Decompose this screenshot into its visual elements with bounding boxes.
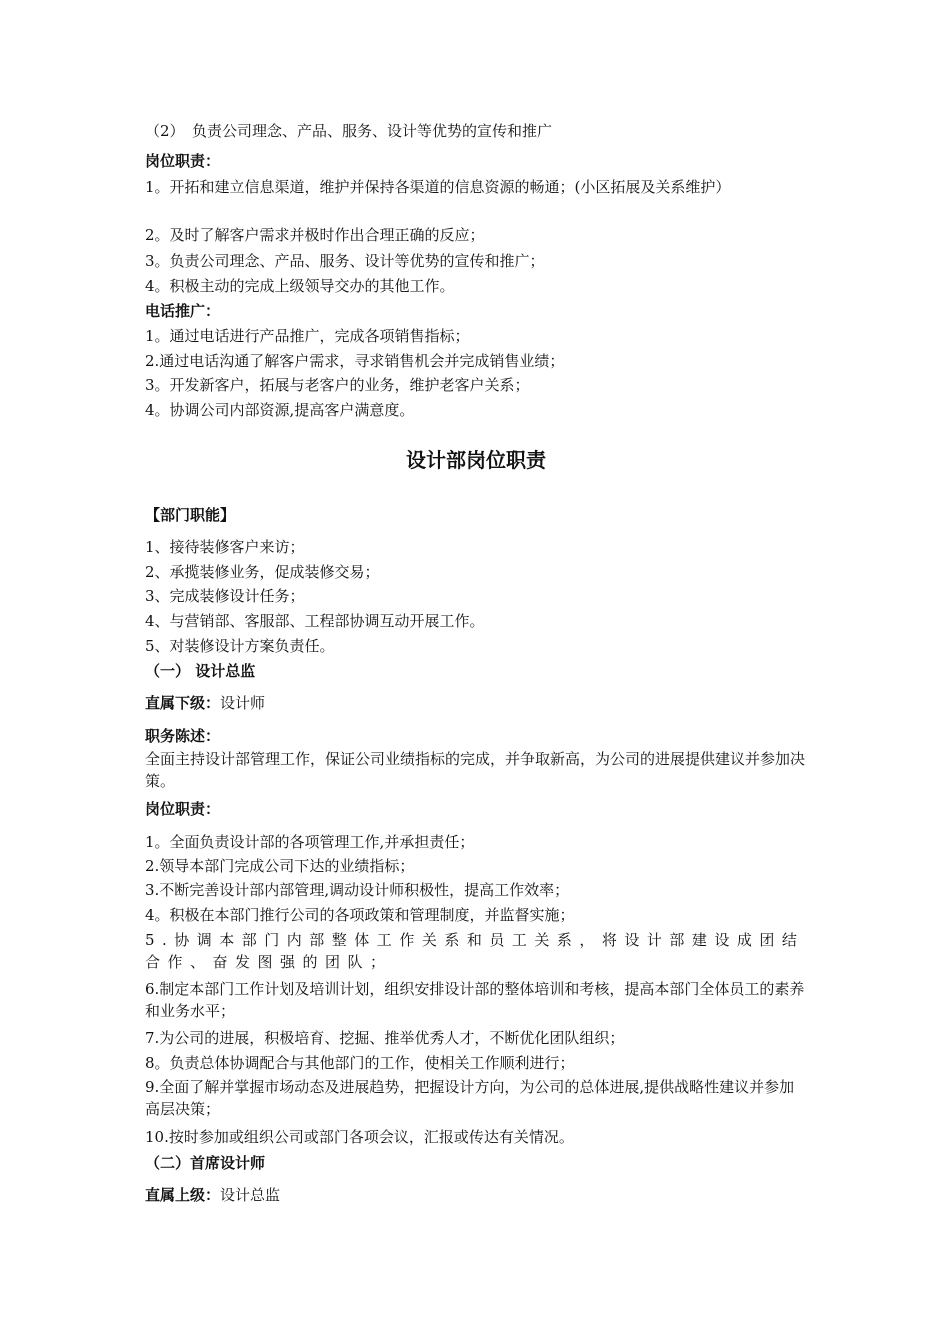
director-duties-heading: 岗位职责：	[145, 800, 221, 818]
job-description: 全面主持设计部管理工作，保证公司业绩指标的完成，并争取新高，为公司的进展提供建议并参加决策。	[145, 750, 806, 790]
duties-heading: 岗位职责：	[145, 152, 221, 170]
phone-item: 3。开发新客户，拓展与老客户的业务，维护老客户关系；	[145, 376, 530, 394]
direct-superior-label: 直属上级：	[145, 1186, 221, 1204]
function-item: 5、对装修设计方案负责任。	[145, 637, 335, 655]
phone-item: 4。协调公司内部资源,提高客户满意度。	[145, 401, 415, 419]
section-title: 设计部岗位职责	[406, 448, 546, 472]
duty-item: 1。开拓和建立信息渠道，维护并保持各渠道的信息资源的畅通；(小区拓展及关系维护）	[145, 178, 731, 196]
director-duty-item: 4。积极在本部门推行公司的各项政策和管理制度，并监督实施；	[145, 906, 575, 924]
director-duty-item: 6.制定本部门工作计划及培训计划，组织安排设计部的整体培训和考核，提高本部门全体员工的素养和业务水平；	[145, 980, 805, 1020]
direct-subordinate-value: 设计师	[220, 694, 266, 712]
director-duty-item: 3.不断完善设计部内部管理,调动设计师积极性，提高工作效率；	[145, 881, 570, 899]
director-duty-item: 1。全面负责设计部的各项管理工作,并承担责任；	[145, 833, 475, 851]
duty-item: 2。及时了解客户需求并极时作出合理正确的反应；	[145, 226, 485, 244]
function-item: 3、完成装修设计任务；	[145, 587, 305, 605]
job-description-heading: 职务陈述：	[145, 727, 221, 745]
director-duty-item: 9.全面了解并掌握市场动态及进展趋势，把握设计方向，为公司的总体进展,提供战略性建议并参加高层决策；	[145, 1078, 795, 1118]
duty-item: 4。积极主动的完成上级领导交办的其他工作。	[145, 277, 455, 295]
director-duty-item: 2.领导本部门完成公司下达的业绩指标；	[145, 857, 415, 875]
phone-heading: 电话推广：	[145, 302, 221, 320]
director-duty-item: 5.协调本部门内部整体工作关系和员工关系，将设计部建设成团结合作、奋发图强的团队；	[145, 931, 805, 971]
director-duty-item: 7.为公司的进展，积极培育、挖掘、推举优秀人才，不断优化团队组织；	[145, 1029, 625, 1047]
direct-superior	[145, 1184, 807, 1206]
direct-subordinate-label: 直属下级：	[145, 694, 221, 712]
director-duty-item: 10.按时参加或组织公司或部门各项会议，汇报或传达有关情况。	[145, 1128, 574, 1146]
chief-designer-heading: （二）首席设计师	[145, 1154, 266, 1172]
direct-superior-value: 设计总监	[220, 1186, 281, 1204]
director-duty-item: 8。负责总体协调配合与其他部门的工作，使相关工作顺利进行；	[145, 1054, 575, 1072]
duty-item: 3。负责公司理念、产品、服务、设计等优势的宣传和推广；	[145, 252, 545, 270]
phone-item: 1。通过电话进行产品推广，完成各项销售指标；	[145, 327, 470, 345]
director-heading: （一） 设计总监	[145, 662, 256, 680]
dept-functions-heading: 【部门职能】	[145, 506, 236, 524]
direct-subordinate	[145, 692, 807, 714]
function-item: 4、与营销部、客服部、工程部协调互动开展工作。	[145, 612, 485, 630]
function-item: 1、接待装修客户来访；	[145, 538, 305, 556]
phone-item: 2.通过电话沟通了解客户需求，寻求销售机会并完成销售业绩；	[145, 352, 565, 370]
function-item: 2、承揽装修业务，促成装修交易；	[145, 563, 380, 581]
intro-line: （2） 负责公司理念、产品、服务、设计等优势的宣传和推广	[145, 122, 553, 140]
